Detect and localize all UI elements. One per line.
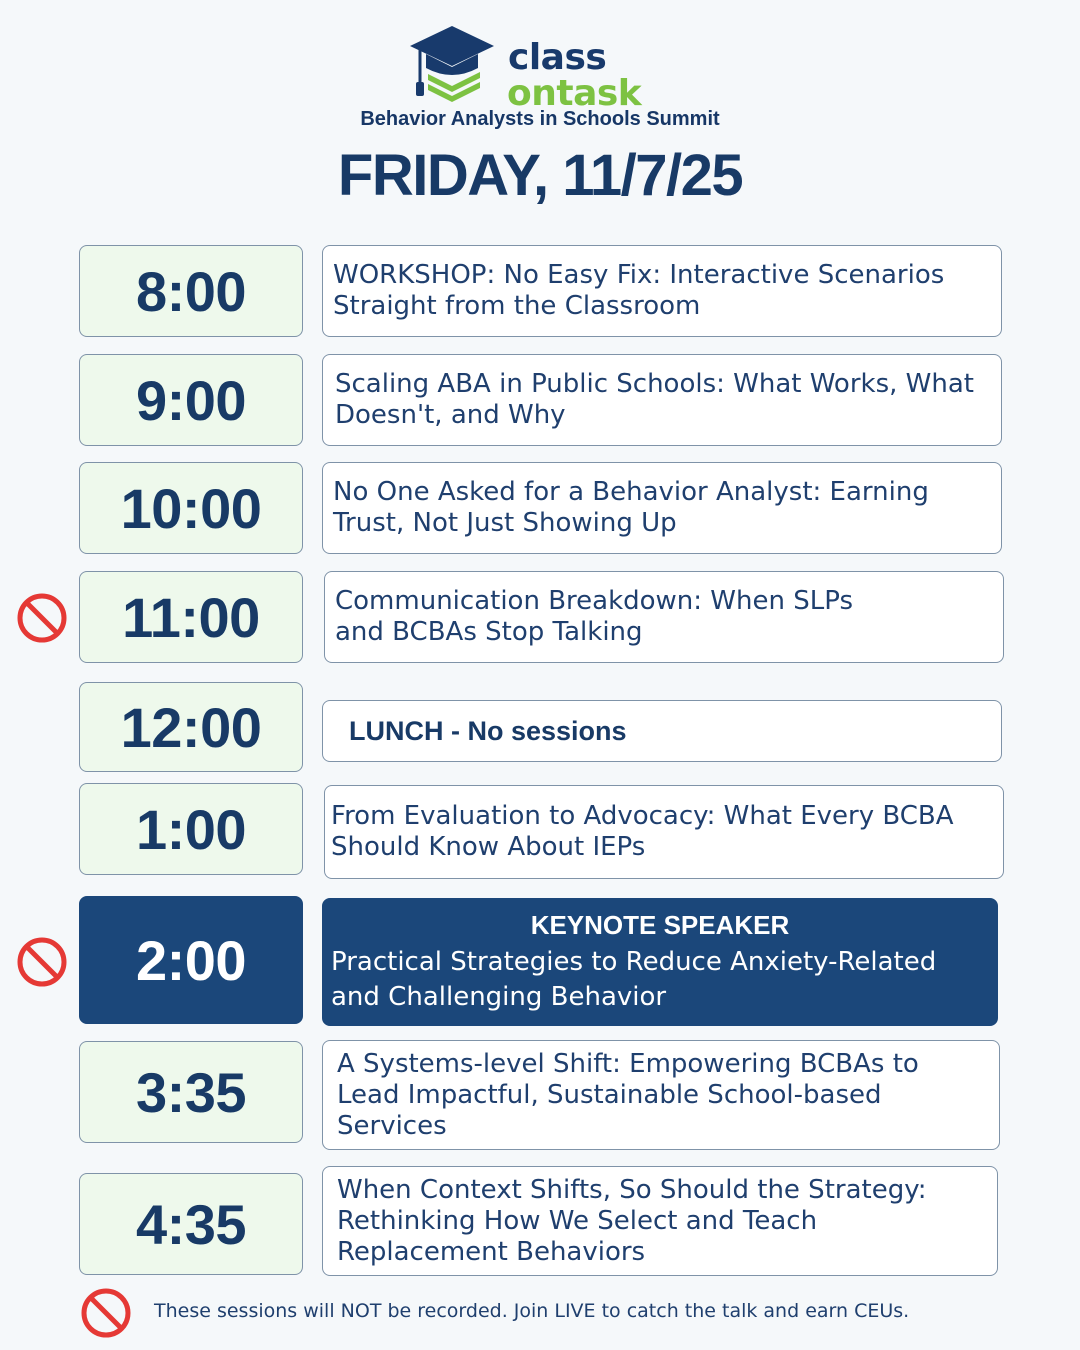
session-title: From Evaluation to Advocacy: What Every BCBA Should Know About IEPs (324, 785, 1004, 879)
lunch-label: LUNCH - No sessions (322, 700, 1002, 762)
time-slot: 4:35 (79, 1173, 303, 1275)
summit-title: Behavior Analysts in Schools Summit (360, 108, 720, 130)
time-slot: 11:00 (79, 571, 303, 663)
session-title: A Systems-level Shift: Empowering BCBAs to Lead Impactful, Sustainable School-based Services (322, 1040, 1000, 1150)
keynote-time-slot: 2:00 (79, 896, 303, 1024)
brand-word-class: class (508, 37, 607, 78)
no-symbol-icon (80, 1287, 132, 1339)
not-recorded-icon (16, 592, 68, 644)
time-slot: 12:00 (79, 682, 303, 772)
session-title: Scaling ABA in Public Schools: What Works, What Doesn't, and Why (322, 354, 1002, 446)
session-title: WORKSHOP: No Easy Fix: Interactive Scenarios Straight from the Classroom (322, 245, 1002, 337)
keynote-label: KEYNOTE SPEAKER (530, 910, 790, 940)
keynote-session (322, 898, 998, 1026)
session-title: No One Asked for a Behavior Analyst: Earning Trust, Not Just Showing Up (322, 462, 1002, 554)
time-slot: 1:00 (79, 783, 303, 875)
time-slot: 8:00 (79, 245, 303, 337)
time-slot: 10:00 (79, 462, 303, 554)
keynote-title: Practical Strategies to Reduce Anxiety-Related and Challenging Behavior (331, 947, 937, 1012)
brand-logo (408, 24, 668, 114)
date-heading: FRIDAY, 11/7/25 (337, 143, 743, 208)
time-slot: 9:00 (79, 354, 303, 446)
brand-word-ontask: ontask (507, 73, 642, 114)
not-recorded-icon (16, 936, 68, 988)
session-title: When Context Shifts, So Should the Strategy: Rethinking How We Select and Teach Replacement Behaviors (322, 1166, 998, 1276)
footer-note: These sessions will NOT be recorded. Join LIVE to catch the talk and earn CEUs. (154, 1300, 910, 1322)
graduation-cap-icon (408, 24, 498, 102)
time-slot: 3:35 (79, 1041, 303, 1143)
session-title: Communication Breakdown: When SLPs and BCBAs Stop Talking (324, 571, 1004, 663)
